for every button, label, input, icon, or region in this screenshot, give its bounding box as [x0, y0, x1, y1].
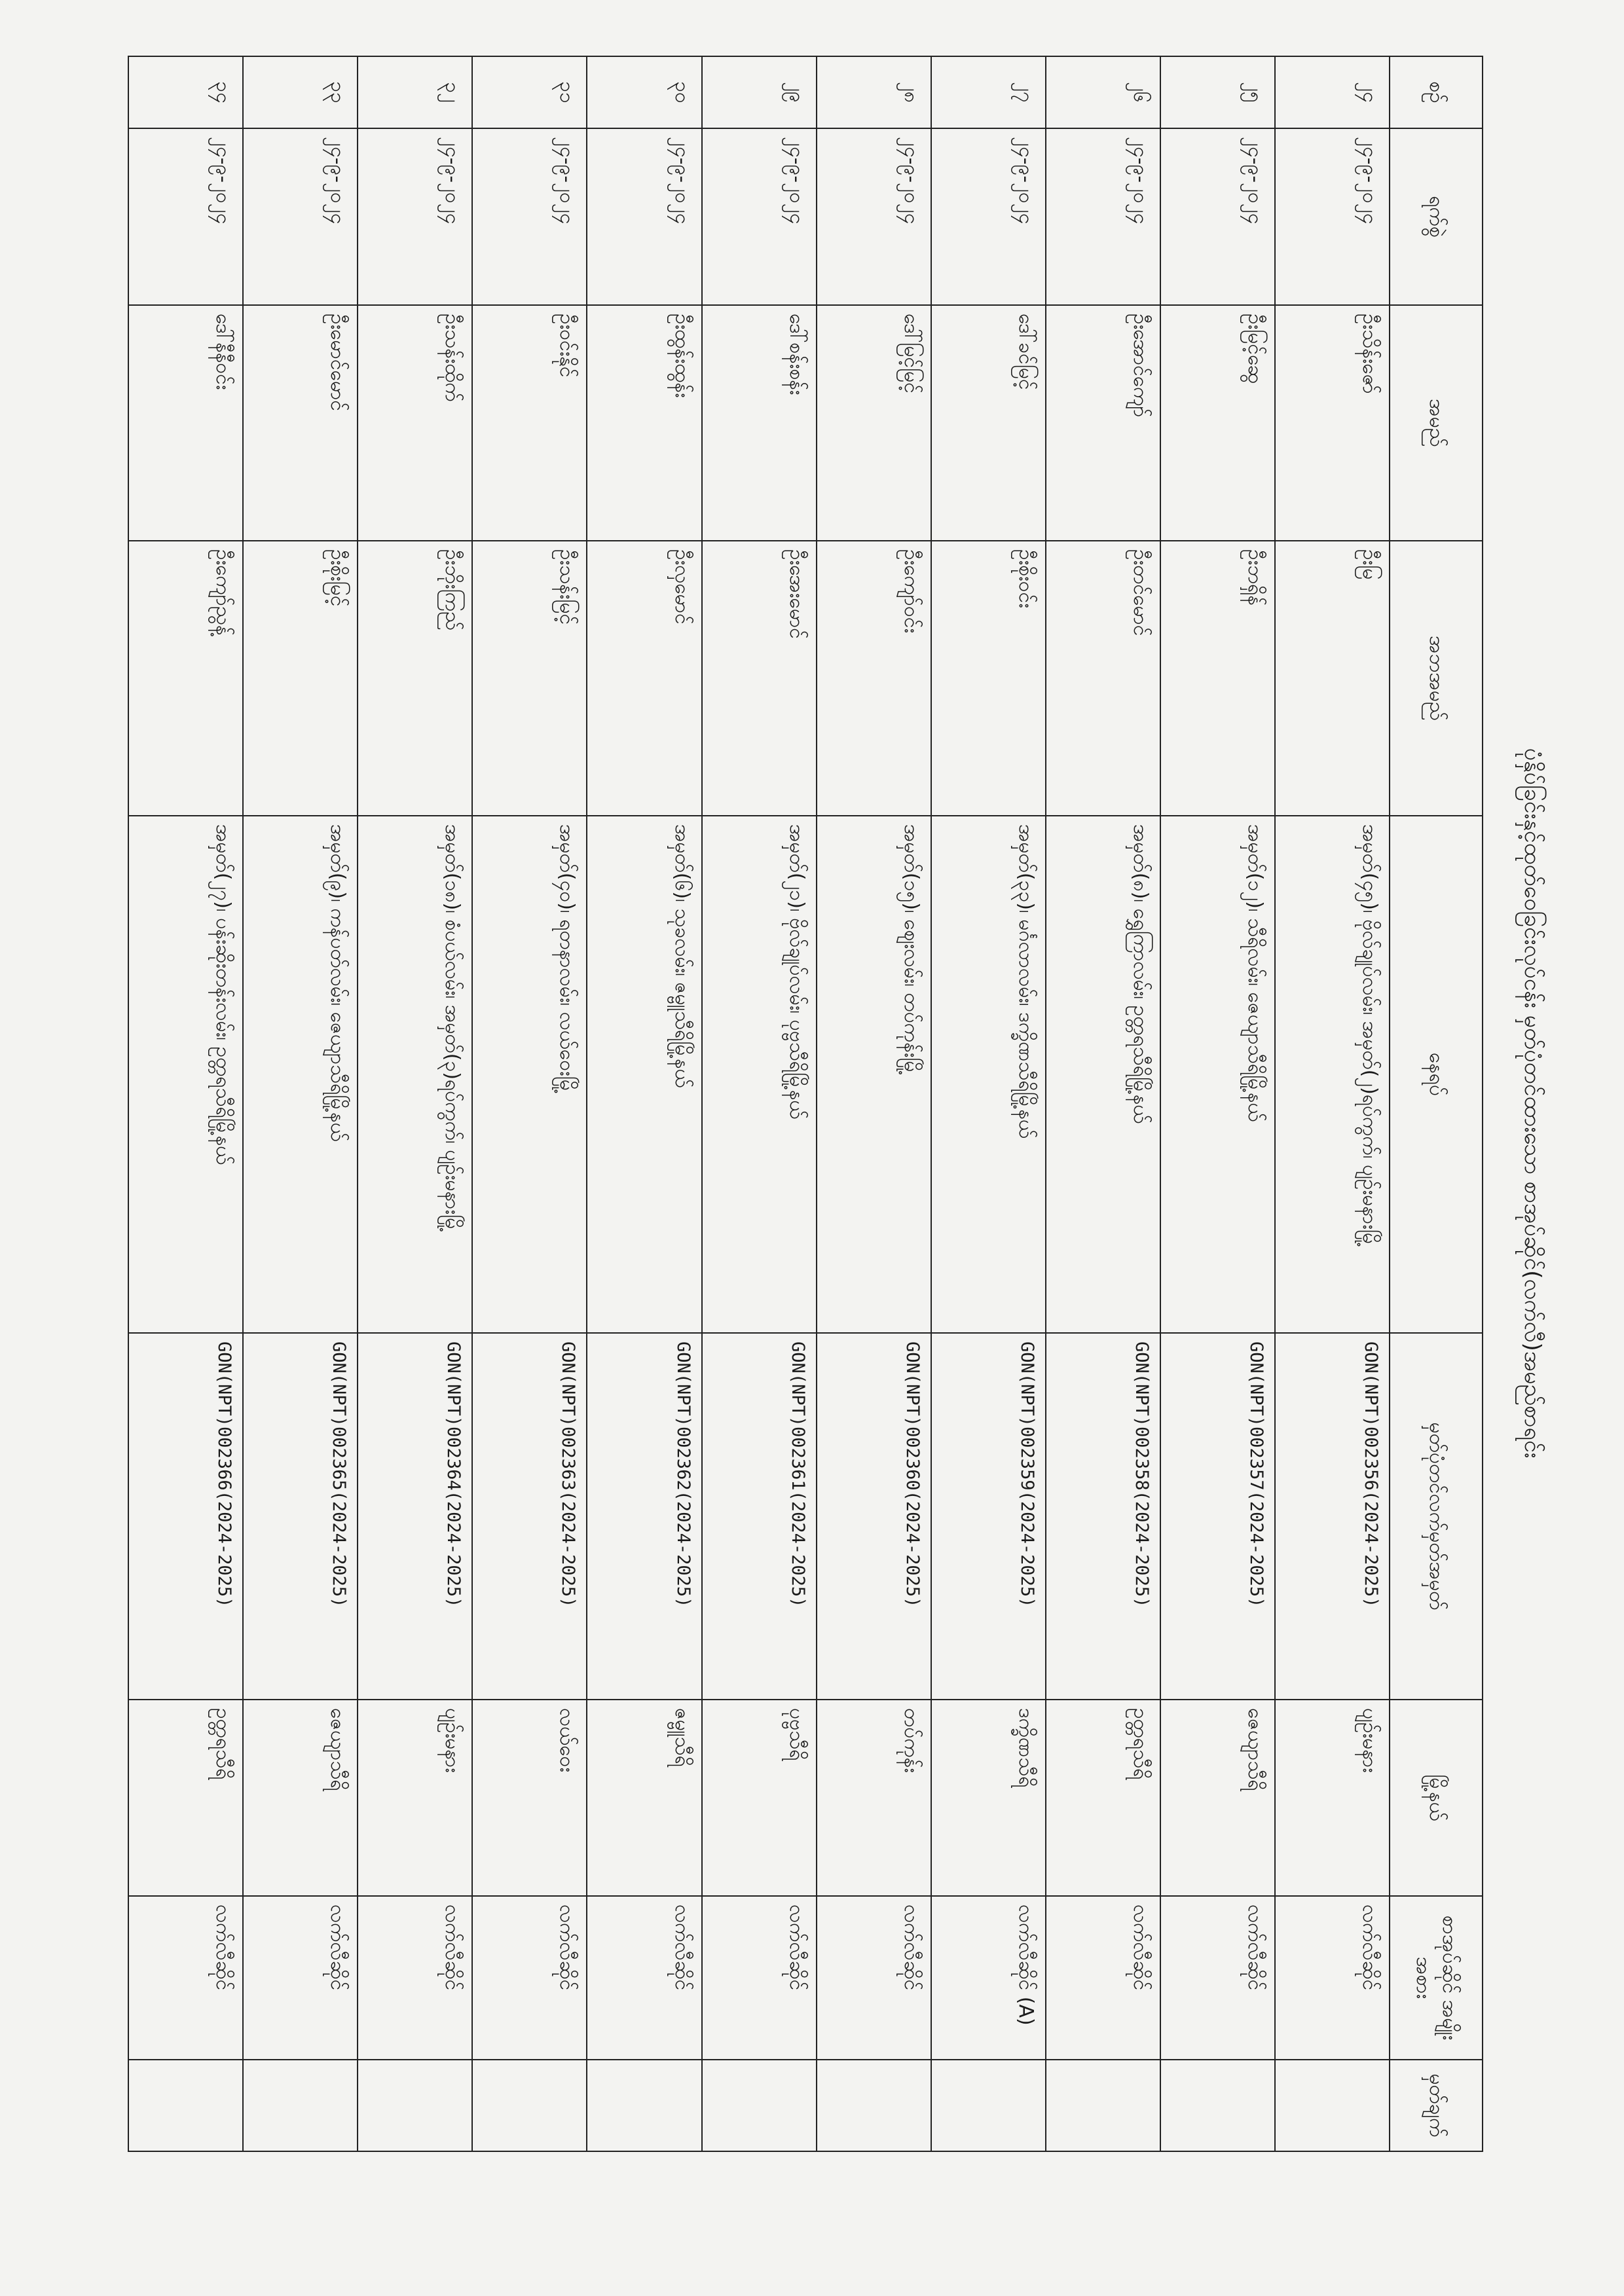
header-certificate: မှတ်ပုံတင်လက်မှတ်အမှတ် [1390, 1333, 1483, 1700]
cell-type: လက်လီဆိုင် [128, 1896, 243, 2060]
cell-remark [817, 2060, 931, 2151]
table-row [931, 56, 1046, 2151]
cell-certificate: GON(NPT)002364(2024-2025) [358, 1333, 472, 1700]
cell-remark [243, 2060, 358, 2151]
table-row [358, 56, 472, 2151]
cell-type: လက်လီဆိုင် [1046, 1896, 1160, 2060]
table-row [1275, 56, 1390, 2151]
table-row [128, 56, 243, 2151]
table-row [1046, 56, 1160, 2151]
cell-date: ၂၄-၉-၂၀၂၄ [587, 128, 701, 305]
cell-date: ၂၄-၉-၂၀၂၄ [128, 128, 243, 305]
cell-address: အမှတ်(၁၅)၊ ဈေးလမ်း၊ တပ်ကုန်းမြို့ [817, 816, 931, 1333]
cell-name: ဦးသိန်းဇော် [1275, 305, 1390, 541]
cell-date: ၂၄-၉-၂၀၂၄ [931, 128, 1046, 305]
cell-type: လက်လီဆိုင် [702, 1896, 817, 2060]
cell-name: ဦးဝင်းနိုင် [472, 305, 587, 541]
table-row [702, 56, 817, 2151]
header-name: အမည် [1390, 305, 1483, 541]
cell-name: ဒေါ်စန်းစန်း [702, 305, 817, 541]
table-header-row [1390, 56, 1483, 2151]
cell-name: ဦးသန်းထိုက် [358, 305, 472, 541]
cell-date: ၂၄-၉-၂၀၂၄ [702, 128, 817, 305]
table-row [1160, 56, 1275, 2151]
cell-type: လက်လီဆိုင် [472, 1896, 587, 2060]
table-row [472, 56, 587, 2151]
cell-name: ဦးအောင်ကျော် [1046, 305, 1160, 541]
table-row [243, 56, 358, 2151]
cell-date: ၂၄-၉-၂၀၂၄ [1046, 128, 1160, 305]
cell-certificate: GON(NPT)002365(2024-2025) [243, 1333, 358, 1700]
cell-certificate: GON(NPT)002363(2024-2025) [472, 1333, 587, 1700]
cell-father: ဦးစိုးမြင့် [243, 541, 358, 816]
cell-address: အမှတ်(၉)၊ ကန်ပတ်လမ်း၊ ဇေယျာသီရိမြို့နယ် [243, 816, 358, 1333]
cell-certificate: GON(NPT)002361(2024-2025) [702, 1333, 817, 1700]
cell-certificate: GON(NPT)002356(2024-2025) [1275, 1333, 1390, 1700]
cell-address: အမှတ်(၁၈)၊ စံပယ်လမ်း၊ အမှတ်(၃)ရပ်ကွက်၊ ပျဉ်းမနားမြို့ [358, 816, 472, 1333]
cell-father: ဦးဘိုးကြည် [358, 541, 472, 816]
cell-name: ဒေါ်နီနီဝင်း [128, 305, 243, 541]
cell-father: ဦးသန်းမြင့် [472, 541, 587, 816]
cell-township: ပျဉ်းမနား [358, 1700, 472, 1896]
cell-father: ဦးတင်မောင် [1046, 541, 1160, 816]
bookshop-register-table [128, 56, 1483, 2152]
cell-type: လက်လီဆိုင် [1275, 1896, 1390, 2060]
cell-certificate: GON(NPT)002359(2024-2025) [931, 1333, 1046, 1700]
cell-address: အမှတ်(၆)၊ သုခလမ်း၊ ဇမ္ဗူသီရိမြို့နယ် [587, 816, 701, 1333]
cell-date: ၂၄-၉-၂၀၂၄ [1275, 128, 1390, 305]
table-row [817, 56, 931, 2151]
cell-name: ဦးမောင်မောင် [243, 305, 358, 541]
cell-father: ဦးဘရှိန် [1160, 541, 1275, 816]
cell-township: ဇေယျာသီရိ [1160, 1700, 1275, 1896]
cell-no: ၂၈ [817, 56, 931, 128]
cell-type: လက်လီဆိုင် [358, 1896, 472, 2060]
cell-no: ၂၄ [1275, 56, 1390, 128]
cell-no: ၃၂ [358, 56, 472, 128]
cell-address: အမှတ်(၄၅)၊ ဗိုလ်ချုပ်လမ်း၊ အမှတ်(၂)ရပ်ကွက်၊ ပျဉ်းမနားမြို့ [1275, 816, 1390, 1333]
cell-no: ၃၀ [587, 56, 701, 128]
cell-address: အမှတ်(၃၃)၊ မင်္ဂလာလမ်း၊ ဒက္ခိဏသီရိမြို့နယ် [931, 816, 1046, 1333]
cell-remark [702, 2060, 817, 2151]
cell-certificate: GON(NPT)002366(2024-2025) [128, 1333, 243, 1700]
cell-no: ၃၄ [128, 56, 243, 128]
cell-remark [128, 2060, 243, 2151]
cell-address: အမှတ်(၂၇)၊ ပန်းဆိုးတန်းလမ်း၊ ဥတ္တရသီရိမြို့နယ် [128, 816, 243, 1333]
cell-name: ဒေါ်ခင်မြင့် [931, 305, 1046, 541]
cell-father: ဦးအေးမောင် [702, 541, 817, 816]
header-date: ရက်စွဲ [1390, 128, 1483, 305]
cell-type: လက်လီဆိုင် [817, 1896, 931, 2060]
cell-no: ၃၃ [243, 56, 358, 128]
cell-date: ၂၄-၉-၂၀၂၄ [1160, 128, 1275, 305]
header-father: အဘအမည် [1390, 541, 1483, 816]
cell-address: အမှတ်(၈)၊ ရွှေကြာလမ်း၊ ဥတ္တရသီရိမြို့နယ် [1046, 816, 1160, 1333]
cell-township: ဒက္ခိဏသီရိ [931, 1700, 1046, 1896]
cell-no: ၂၉ [702, 56, 817, 128]
cell-no: ၃၁ [472, 56, 587, 128]
cell-name: ဒေါ်မြင့်မြင့် [817, 305, 931, 541]
cell-type: လက်လီဆိုင် [1160, 1896, 1275, 2060]
cell-remark [1275, 2060, 1390, 2151]
cell-remark [587, 2060, 701, 2151]
cell-township: တပ်ကုန်း [817, 1700, 931, 1896]
cell-date: ၂၄-၉-၂၀၂၄ [817, 128, 931, 305]
cell-certificate: GON(NPT)002360(2024-2025) [817, 1333, 931, 1700]
header-address: နေရပ် [1390, 816, 1483, 1333]
cell-township: ဇေယျာသီရိ [243, 1700, 358, 1896]
cell-type: လက်လီဆိုင် (A) [931, 1896, 1046, 2060]
cell-remark [1160, 2060, 1275, 2151]
cell-township: ဥတ္တရသီရိ [128, 1700, 243, 1896]
cell-remark [472, 2060, 587, 2151]
cell-no: ၂၇ [931, 56, 1046, 128]
cell-father: ဦးကျော်ညွန့် [128, 541, 243, 816]
header-type: စာအုပ်ဆိုင် အမျိုးအစား [1390, 1896, 1483, 2060]
header-no: စဉ် [1390, 56, 1483, 128]
cell-township: လယ်ဝေး [472, 1700, 587, 1896]
cell-certificate: GON(NPT)002357(2024-2025) [1160, 1333, 1275, 1700]
cell-address: အမှတ်(၂၁)၊ ဗိုလ်ချုပ်လမ်း၊ ပုဗ္ဗသီရိမြို့နယ် [702, 816, 817, 1333]
cell-father: ဦးစိုးဝင်း [931, 541, 1046, 816]
table-row [587, 56, 701, 2151]
cell-remark [931, 2060, 1046, 2151]
cell-township: ပျဉ်းမနား [1275, 1700, 1390, 1896]
cell-no: ၂၆ [1046, 56, 1160, 128]
cell-father: ဦးကျော်ဝင်း [817, 541, 931, 816]
cell-date: ၂၄-၉-၂၀၂၄ [358, 128, 472, 305]
cell-remark [1046, 2060, 1160, 2151]
cell-father: ဦးလှမောင် [587, 541, 701, 816]
cell-address: အမှတ်(၁၂)၊ သီရိလမ်း၊ ဇေယျာသီရိမြို့နယ် [1160, 816, 1275, 1333]
cell-township: ဥတ္တရသီရိ [1046, 1700, 1160, 1896]
header-township: မြို့နယ် [1390, 1700, 1483, 1896]
document-title: ပုံနှိပ်ခြင်းနှင့်ထုတ်ဝေခြင်းလုပ်ငန်း မှတ်ပုံတင်ထားသော စာအုပ်ဆိုင်(လက်လီ)အမည်စာရင်း [1519, 748, 1545, 1459]
cell-certificate: GON(NPT)002358(2024-2025) [1046, 1333, 1160, 1700]
cell-type: လက်လီဆိုင် [587, 1896, 701, 2060]
cell-type: လက်လီဆိုင် [243, 1896, 358, 2060]
scanned-page [101, 56, 1555, 2151]
cell-certificate: GON(NPT)002362(2024-2025) [587, 1333, 701, 1700]
cell-township: ပုဗ္ဗသီရိ [702, 1700, 817, 1896]
cell-father: ဦးမြ [1275, 541, 1390, 816]
cell-date: ၂၄-၉-၂၀၂၄ [472, 128, 587, 305]
cell-name: ဦးမြင့်ဆွေ [1160, 305, 1275, 541]
cell-address: အမှတ်(၄၀)၊ ရတနာလမ်း၊ လယ်ဝေးမြို့ [472, 816, 587, 1333]
cell-remark [358, 2060, 472, 2151]
cell-no: ၂၅ [1160, 56, 1275, 128]
cell-name: ဦးထွန်းထွန်း [587, 305, 701, 541]
header-remark: မှတ်ချက် [1390, 2060, 1483, 2151]
cell-township: ဇမ္ဗူသီရိ [587, 1700, 701, 1896]
cell-date: ၂၄-၉-၂၀၂၄ [243, 128, 358, 305]
